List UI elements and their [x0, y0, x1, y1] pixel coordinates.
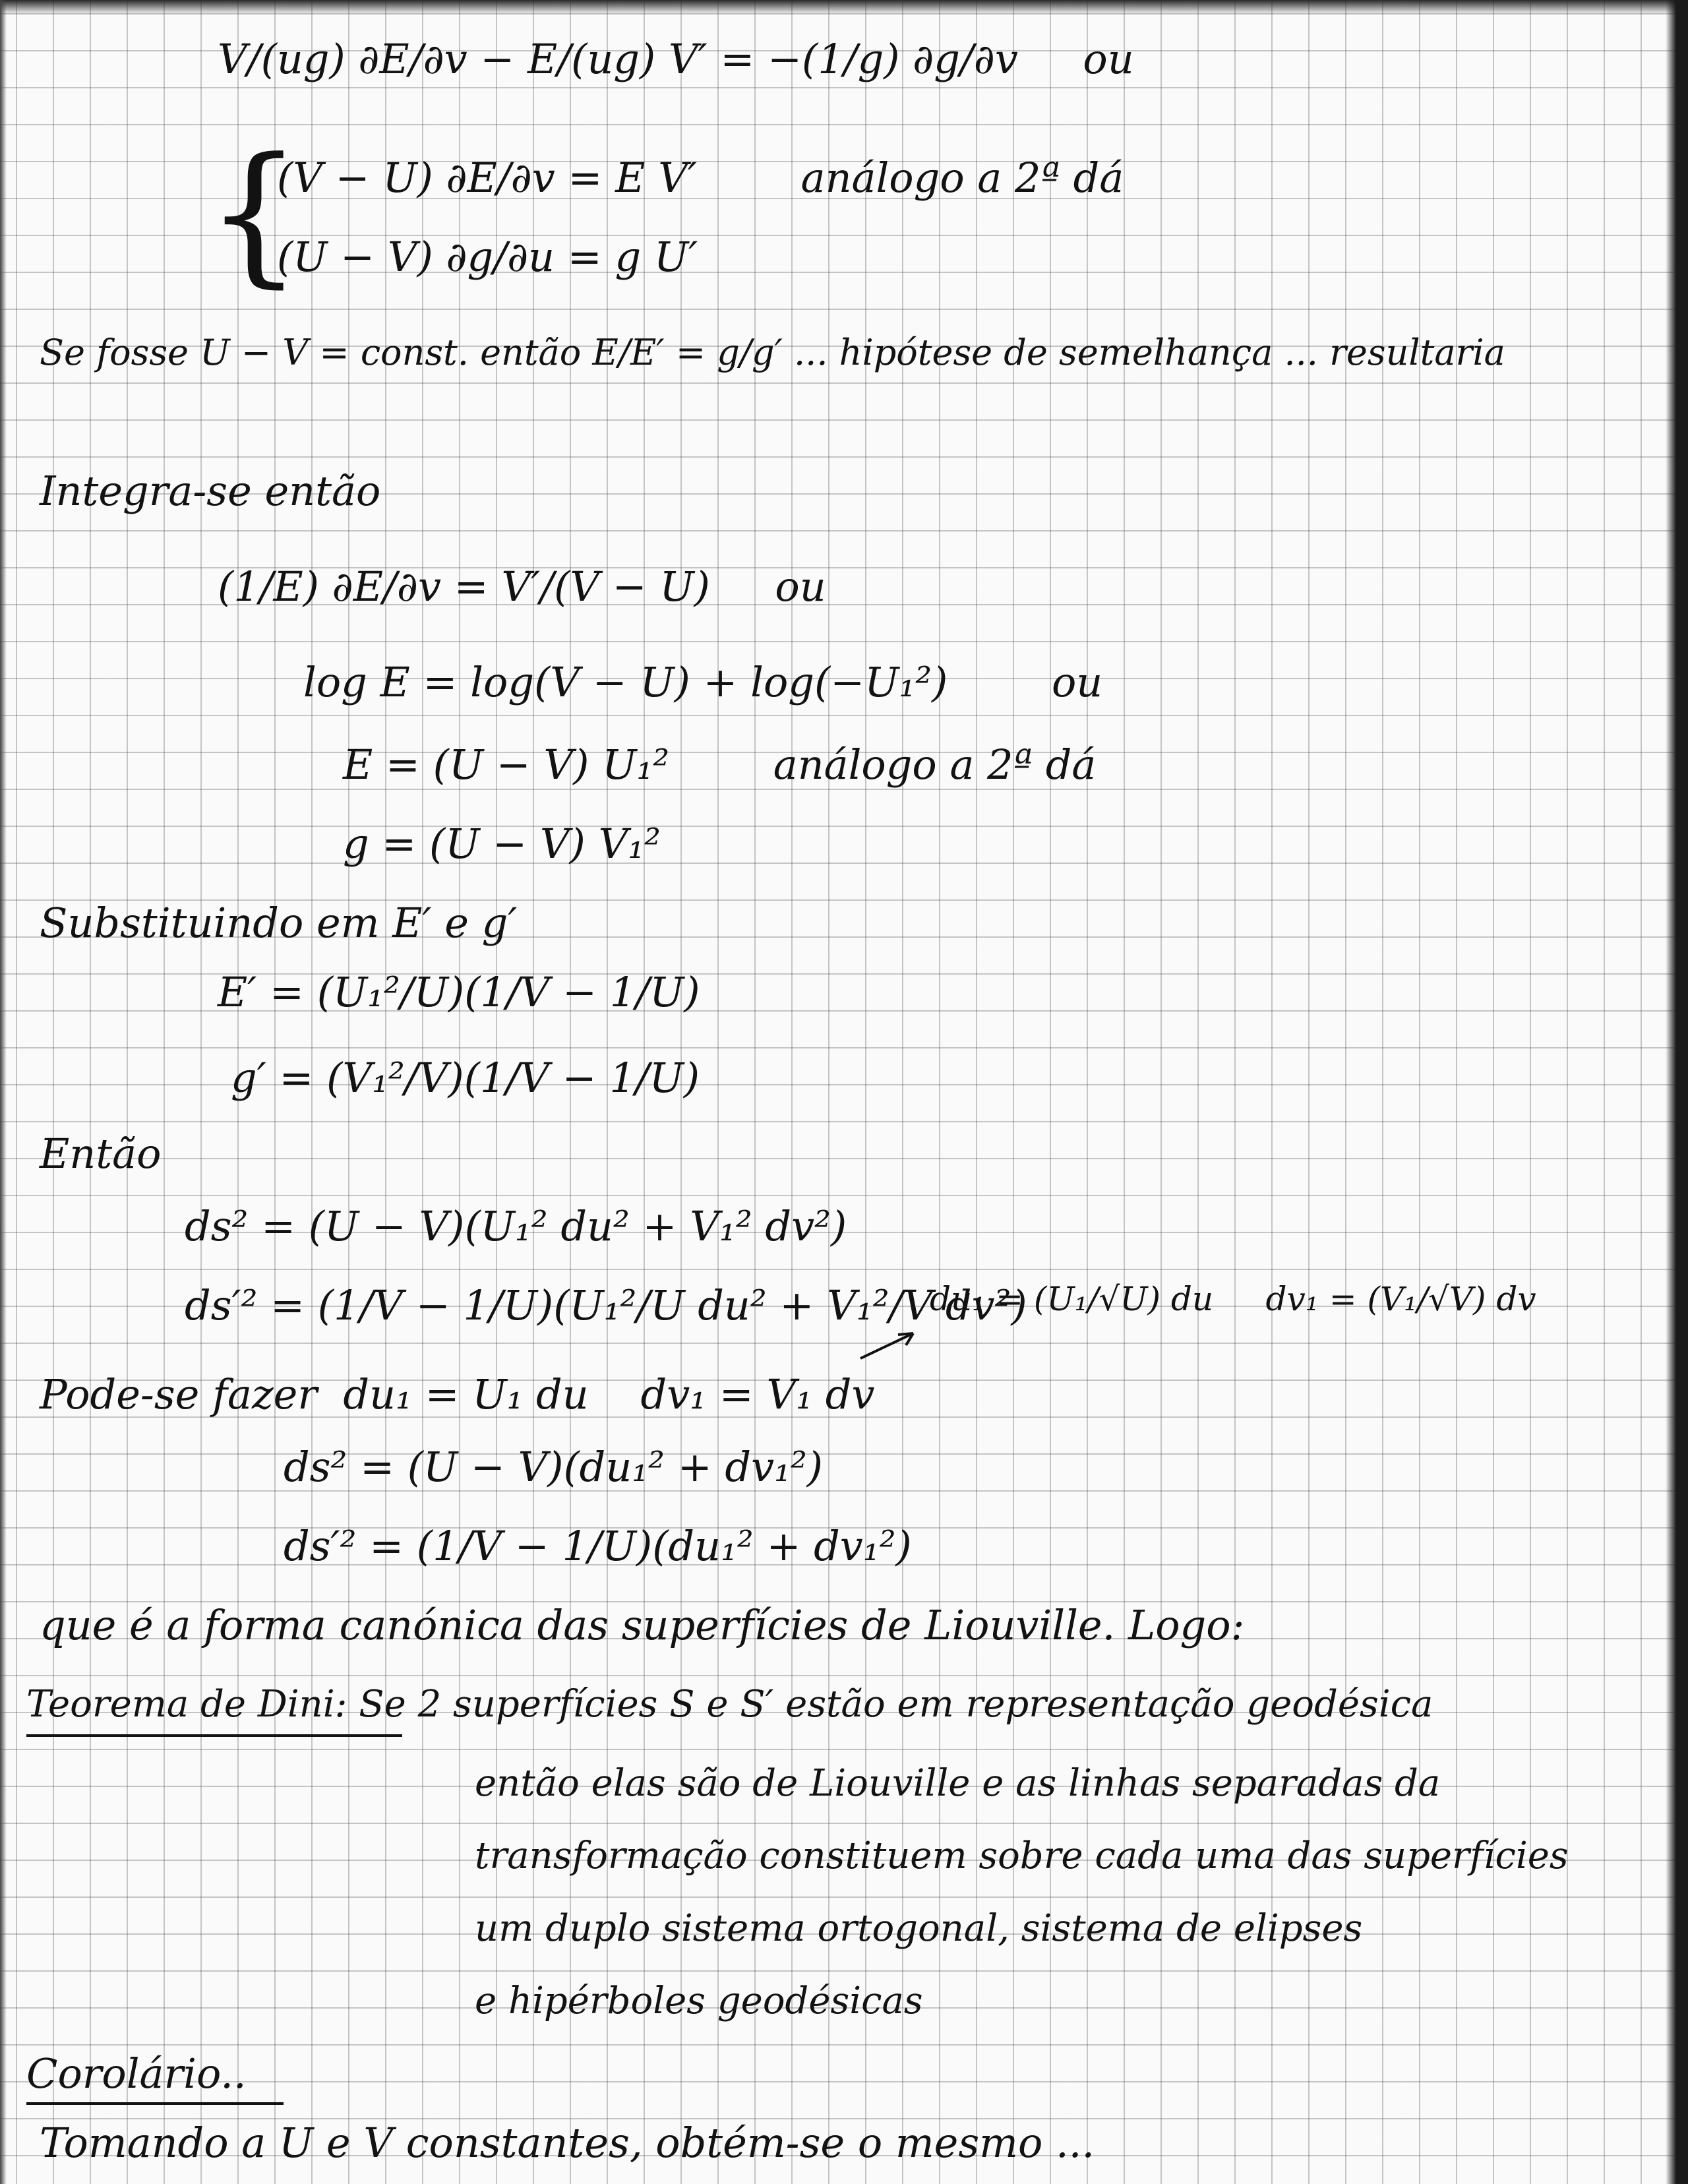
- theorem-line-5: e hipérboles geodésicas: [475, 1980, 923, 2022]
- arrow-icon: [857, 1325, 923, 1365]
- equation-line-1: V/(ug) ∂E/∂v − E/(ug) V′ = −(1/g) ∂g/∂v ou: [218, 35, 1134, 83]
- scan-right-edge: [1666, 0, 1688, 2184]
- equation-g-prime: g′ = (V₁²/V)(1/V − 1/U): [231, 1054, 700, 1102]
- theorem-title-underline: [26, 1734, 402, 1737]
- equation-log-derivative: (1/E) ∂E/∂v = V′/(V − U) ou: [218, 562, 826, 611]
- system-equation-1: (V − U) ∂E/∂v = E V′ análogo a 2ª dá: [277, 154, 1124, 202]
- text-line-hypothesis: Se fosse U − V = const. então E/E′ = g/g′ ... hipótese de semelhança ... resultaria: [40, 332, 1505, 373]
- text-line-substituting: Substituindo em E′ e g′: [40, 899, 518, 947]
- equation-ds-prime-2: ds′² = (1/V − 1/U)(U₁²/U du² + V₁²/V dv²): [185, 1281, 1027, 1329]
- equation-e: E = (U − V) U₁² análogo a 2ª dá: [343, 741, 1097, 789]
- text-line-entao: Então: [40, 1130, 162, 1178]
- equation-ds-prime-2-canonical: ds′² = (1/V − 1/U)(du₁² + dv₁²): [284, 1522, 912, 1570]
- theorem-line-1: Teorema de Dini: Se 2 superfícies S e S′ estão em representação geodésica: [26, 1683, 1433, 1726]
- text-line-liouville: que é a forma canónica das superfícies de Liouville. Logo:: [40, 1601, 1245, 1649]
- corollary-heading: Corolário..: [26, 2049, 247, 2098]
- equation-ds2-canonical: ds² = (U − V)(du₁² + dv₁²): [284, 1443, 823, 1491]
- theorem-line-4: um duplo sistema ortogonal, sistema de elipses: [475, 1907, 1363, 1950]
- equation-side-note: du₁ = (U₁/√U) du dv₁ = (V₁/√V) dv: [930, 1280, 1536, 1318]
- corollary-line-1: Tomando a U e V constantes, obtém-se o mesmo ...: [40, 2119, 1095, 2167]
- equation-log-e: log E = log(V − U) + log(−U₁²) ou: [303, 658, 1103, 706]
- equation-e-prime: E′ = (U₁²/U)(1/V − 1/U): [218, 968, 700, 1016]
- corollary-underline: [26, 2102, 284, 2105]
- text-line-integra: Integra-se então: [40, 467, 381, 515]
- equation-ds2: ds² = (U − V)(U₁² du² + V₁² dv²): [185, 1202, 847, 1250]
- scan-top-edge: [0, 0, 1688, 15]
- theorem-line-2: então elas são de Liouville e as linhas separadas da: [475, 1762, 1441, 1805]
- equation-g: g = (U − V) V₁²: [343, 820, 661, 868]
- theorem-line-3: transformação constituem sobre cada uma das superfícies: [475, 1835, 1569, 1877]
- scan-left-edge: [0, 0, 7, 2184]
- system-brace: {: [206, 126, 303, 302]
- text-line-pode-fazer: Pode-se fazer du₁ = U₁ du dv₁ = V₁ dv: [40, 1370, 875, 1418]
- system-equation-2: (U − V) ∂g/∂u = g U′: [277, 233, 698, 281]
